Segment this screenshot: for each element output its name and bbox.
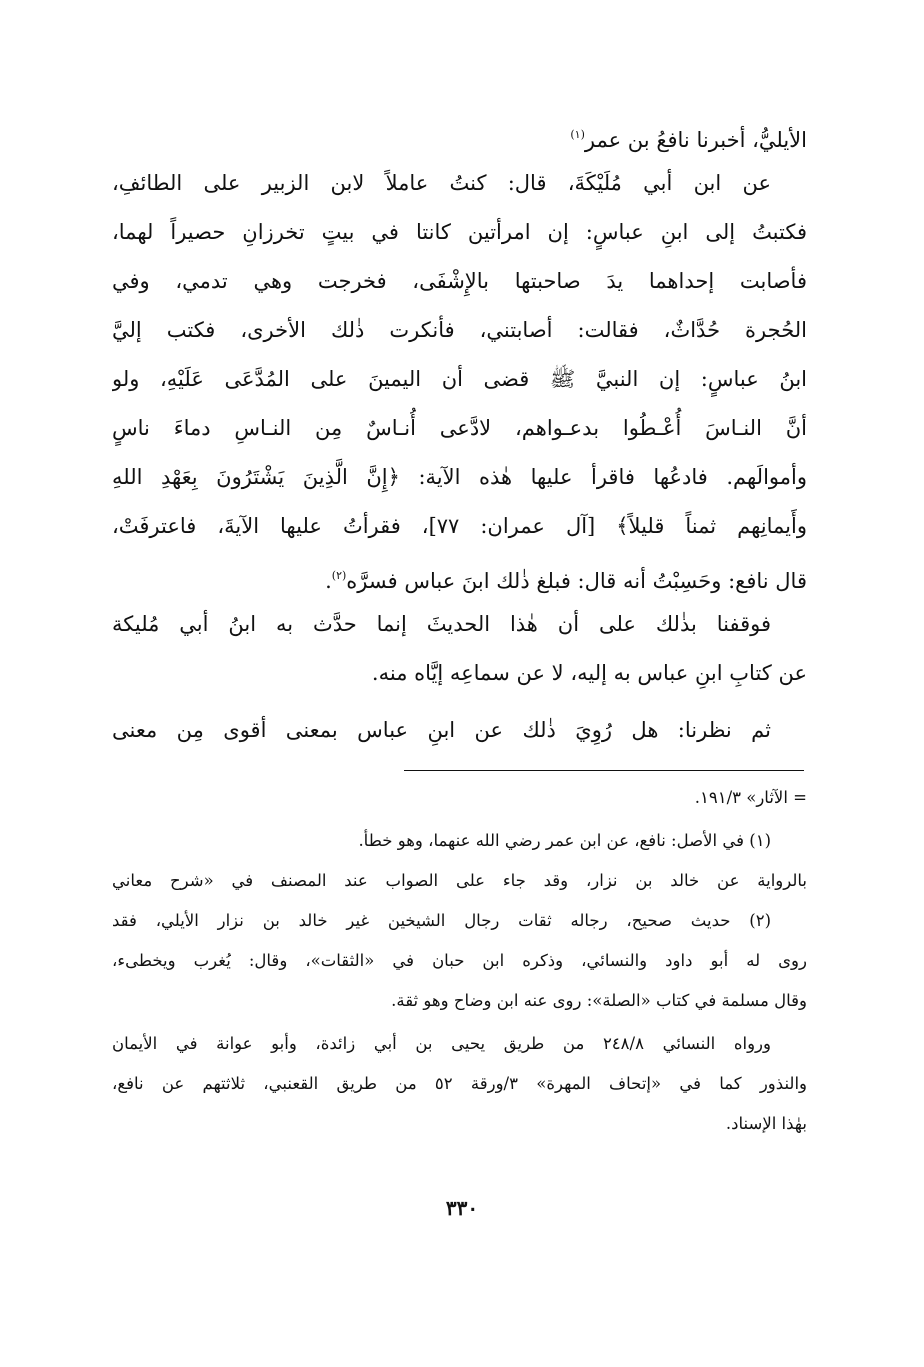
text-line: فوقفنا بذٰلك على أن هٰذا الحديثَ إنما حدَّث به ابنُ أبي مُليكة: [112, 612, 771, 636]
text-line: فأصابت إحداهما يدَ صاحبتها بالإِشْفَى، فخرجت وهي تدمي، وفي: [112, 269, 807, 293]
footnote-mark: (٢): [331, 569, 347, 582]
text-line: الحُجرة حُدَّاثٌ، فقالت: أصابتني، فأنكرت ذٰلك الأخرى، فكتب إليَّ: [112, 318, 807, 342]
footnote-line: ورواه النسائي ٢٤٨/٨ من طريق يحيى بن أبي زائدة، وأبو عوانة في الأيمان: [112, 1034, 771, 1053]
text-line: أنَّ النـاسَ أُعْـطُوا بدعـواهم، لادَّعى أُنـاسٌ مِن النـاسِ دماءَ ناسٍ: [112, 416, 807, 440]
text-line: ابنُ عباسٍ: إن النبيَّ ﷺ قضى أن اليمينَ على المُدَّعَى عَلَيْهِ، ولو: [112, 367, 807, 391]
footnote-line: وقال مسلمة في كتاب «الصلة»: روى عنه ابن وضاح وهو ثقة.: [391, 991, 807, 1010]
footnote-divider: [404, 770, 804, 771]
footnote-line: بالرواية عن خالد بن نزار، وقد جاء على الصواب عند المصنف في «شرح معاني: [112, 871, 807, 890]
footnote-line: روى له أبو داود والنسائي، وذكره ابن حبان في «الثقات»، وقال: يُغرب ويخطىء،: [112, 951, 807, 970]
footnote-line: (٢) حديث صحيح، رجاله ثقات رجال الشيخين غير خالد بن نزار الأيلي، فقد: [112, 911, 771, 930]
text-line: وأموالَهم. فادعُها فاقرأ عليها هٰذه الآية: ﴿إِنَّ الَّذِينَ يَشْتَرُونَ بِعَهْدِ اللهِ: [112, 465, 807, 489]
footnote-line: = الآثار» ١٩١/٣.: [694, 788, 807, 807]
main-text: [112, 110, 807, 755]
footnote-line: بهٰذا الإسناد.: [725, 1114, 807, 1133]
text-line: فكتبتُ إلى ابنِ عباسٍ: إن امرأتين كانتا في بيتٍ تخرزانِ حصيراً لهما،: [112, 220, 807, 244]
text-line: الأيليُّ، أخبرنا نافعُ بن عمر$^{(١)}$: [570, 128, 807, 152]
text-line: قال نافع: وحَسِبْتُ أنه قال: فبلغ ذٰلك ابنَ عباس فسرَّه$^{(٢)}$.: [325, 569, 807, 593]
page-number: ٣٣٠: [445, 1196, 479, 1220]
text-line: عن كتابِ ابنِ عباس به إليه، لا عن سماعِه إيَّاه منه.: [371, 661, 807, 685]
footnote-mark: (١): [570, 128, 585, 141]
text-line: وأَيمانِهم ثمناً قليلاً﴾ [آل عمران: ٧٧]، فقرأتُ عليها الآيةَ، فاعترفَتْ،: [112, 514, 807, 538]
text-line: ثم نظرنا: هل رُوِيَ ذٰلك عن ابنِ عباس بمعنى أقوى مِن معنى: [112, 718, 771, 742]
footnotes: [112, 778, 807, 1144]
footnote-line: والنذور كما في «إتحاف المهرة» ٣/ورقة ٥٢ من طريق القعنبي، ثلاثتهم عن نافع،: [112, 1074, 807, 1093]
text-line: عن ابن أبي مُلَيْكَةَ، قال: كنتُ عاملاً لابن الزبير على الطائفِ،: [112, 171, 771, 195]
footnote-line: (١) في الأصل: نافع، عن ابن عمر رضي الله عنهما، وهو خطأ.: [358, 831, 771, 850]
